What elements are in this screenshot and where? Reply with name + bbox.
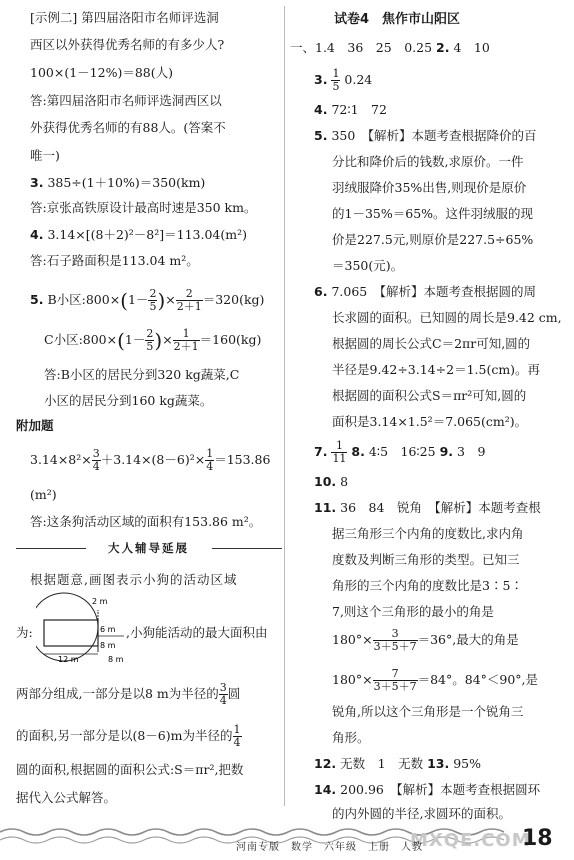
s6-line3: 根据圆的周长公式C＝2πr可知,圆的 xyxy=(332,336,531,351)
guide-line1: 根据题意,画图表示小狗的活动区域 xyxy=(30,572,238,587)
s5-line3: 羽绒服降价35%出售,则现价是原价 xyxy=(332,180,527,195)
s11-text1: 36 84 锐角 【解析】本题考查根 xyxy=(340,500,541,515)
s11-line4: 角形的三个内角的度数比是3∶5∶ xyxy=(332,578,523,593)
s5-text1: 350 【解析】本题考查根据降价的百 xyxy=(331,128,537,143)
q5-b-frac2: $\frac{2}{2+1}$ xyxy=(176,287,202,313)
guide-line3-suffix: 圆 xyxy=(227,686,241,701)
dog-area-figure xyxy=(36,592,132,664)
s11-line3: 度数及判断三角形的类型。已知三 xyxy=(332,552,520,567)
bonus-calc-part1: 3.14×8²× xyxy=(30,452,92,467)
bonus-answer: 答:这条狗活动区域的面积有153.86 m²。 xyxy=(30,514,262,529)
s11-line8: 锐角,所以这个三角形是一个锐角三 xyxy=(332,704,524,719)
s5-line6: ＝350(元)。 xyxy=(332,258,404,273)
s3-line xyxy=(314,66,372,94)
s13-value: 95% xyxy=(453,756,482,771)
bonus-frac2: $\frac{1}{4}$ xyxy=(206,447,214,473)
guide-line4-text: 的面积,另一部分是以(8－6)m为半径的 xyxy=(16,728,233,743)
q5-c-prefix: C小区:800× xyxy=(44,332,118,347)
guide-frac-1-4: $\frac{1}{4}$ xyxy=(233,723,241,749)
q3-number: 3. xyxy=(30,175,44,190)
banner-rule-left xyxy=(16,548,86,549)
s6-number: 6. xyxy=(314,284,328,299)
bonus-calc xyxy=(30,446,270,474)
page-number: 18 xyxy=(522,826,553,851)
q4-number: 4. xyxy=(30,227,44,242)
footer-watermark: MXQE.COM xyxy=(410,830,531,851)
q5-c-frac2: $\frac{1}{2+1}$ xyxy=(173,327,199,353)
s3-value: 0.24 xyxy=(344,72,373,87)
s11-line9: 角形。 xyxy=(332,730,370,745)
s6-line1 xyxy=(314,284,536,300)
bonus-calc-result: ＝153.86 xyxy=(214,452,271,467)
page-footer xyxy=(0,822,574,860)
s5-line5: 价是227.5元,则原价是227.5÷65% xyxy=(332,232,534,247)
example2-line2: 西区以外获得优秀名师的有多少人? xyxy=(30,37,225,52)
s11-line5: 7,则这个三角形的最小的角是 xyxy=(332,604,494,619)
example2-calc: 100×(1－12%)＝88(人) xyxy=(30,65,173,80)
fig-label-12m: 12 m xyxy=(58,655,79,664)
s12-13-line xyxy=(314,756,481,772)
paren-close: ) xyxy=(154,328,163,353)
s6-line5: 根据圆的面积公式S＝πr²可知,圆的 xyxy=(332,388,527,403)
banner-title: 大人辅导延展 xyxy=(108,541,189,555)
s8-value: 4∶5 16∶25 xyxy=(368,444,436,459)
example2-answer-line3: 唯一) xyxy=(30,148,60,163)
s4-line xyxy=(314,102,387,118)
guide-line2-prefix: 为: xyxy=(16,625,33,640)
s11-expr2-prefix: 180°× xyxy=(332,672,373,687)
q5-b-line xyxy=(30,286,264,315)
s1-line xyxy=(290,40,490,56)
s11-expr2 xyxy=(332,666,538,694)
s10-number: 10. xyxy=(314,474,337,489)
s14-line1 xyxy=(314,782,540,798)
guide-line5: 圆的面积,根据圆的面积公式:S＝πr²,把数 xyxy=(16,762,244,777)
q5-b-prefix: B小区:800× xyxy=(47,292,121,307)
s14-number: 14. xyxy=(314,782,337,797)
q5-one-minus: 1－ xyxy=(124,332,146,347)
bonus-calc-part2: ＋3.14×(8－6)²× xyxy=(100,452,206,467)
s11-number: 11. xyxy=(314,500,337,515)
q3-calc: 385÷(1＋10%)＝350(km) xyxy=(47,175,206,190)
footer-book-info: 河南专版 数学 六年级 上册 人教 xyxy=(236,842,423,853)
q5-c-result: ＝160(kg) xyxy=(199,332,262,347)
s6-text1: 7.065 【解析】本题考查根据圆的周 xyxy=(331,284,536,299)
s2-number: 2. xyxy=(436,40,450,55)
q5-c-frac1: $\frac{2}{5}$ xyxy=(146,327,154,353)
s11-expr2-suffix: ＝84°。84°＜90°,是 xyxy=(417,672,539,687)
s6-line6: 面积是3.14×1.5²＝7.065(cm²)。 xyxy=(332,414,528,429)
q5-answer-line1: 答:B小区的居民分到320 kg蔬菜,C xyxy=(44,367,240,382)
q5-b-frac1: $\frac{2}{5}$ xyxy=(149,287,157,313)
q3 xyxy=(30,175,205,191)
s13-number: 13. xyxy=(427,756,450,771)
fig-label-8m-bottom: 8 m xyxy=(108,655,124,664)
example2-line1: [示例二] 第四届洛阳市名师评选洞 xyxy=(30,10,219,25)
bonus-title: 附加题 xyxy=(16,418,54,433)
s11-frac1: $\frac{3}{3+5+7}$ xyxy=(373,627,417,653)
q4-answer: 答:石子路面积是113.04 m²。 xyxy=(30,253,199,268)
q5-number: 5. xyxy=(30,292,44,307)
guide-line6: 据代入公式解答。 xyxy=(16,790,117,805)
paren-open: ( xyxy=(117,328,125,353)
s11-expr1-suffix: ＝36°,最大的角是 xyxy=(417,632,519,647)
banner-rule-right xyxy=(212,548,282,549)
s5-number: 5. xyxy=(314,128,328,143)
guide-line2-suffix: ,小狗能活动的最大面积由 xyxy=(126,625,268,640)
s11-frac2: $\frac{7}{3+5+7}$ xyxy=(373,667,417,693)
guide-banner xyxy=(16,540,282,556)
s9-value: 3 9 xyxy=(457,444,486,459)
exam-title: 试卷4 焦作市山阳区 xyxy=(334,12,461,27)
s10-line xyxy=(314,474,348,490)
s1-answers: 一、1.4 36 25 0.25 xyxy=(290,40,433,55)
paren-open: ( xyxy=(120,288,128,313)
example2-answer-line1: 答:第四届洛阳市名师评选洞西区以 xyxy=(30,93,222,108)
q5-answer-line2: 小区的居民分到160 kg蔬菜。 xyxy=(44,393,213,408)
q4 xyxy=(30,227,247,243)
fig-label-2m: 2 m xyxy=(92,597,108,606)
guide-line3-text: 两部分组成,一部分是以8 m为半径的 xyxy=(16,686,219,701)
s6-line4: 半径是9.42÷3.14÷2＝1.5(cm)。再 xyxy=(332,362,541,377)
s7-frac: $\frac{1}{11}$ xyxy=(332,439,347,465)
bonus-unit: (m²) xyxy=(30,487,57,502)
column-divider xyxy=(284,6,285,806)
q5-b-result: ＝320(kg) xyxy=(202,292,265,307)
s14-text1: 200.96 【解析】本题考查根据圆环 xyxy=(340,782,541,797)
s11-line1 xyxy=(314,500,541,516)
s5-line1 xyxy=(314,128,537,144)
s5-line2: 分比和降价后的钱数,求原价。一件 xyxy=(332,154,524,169)
example2-answer-line2: 外获得优秀名师的有88人。(答案不 xyxy=(30,120,226,135)
guide-line3 xyxy=(16,680,240,708)
s7-number: 7. xyxy=(314,444,328,459)
q5-c-line xyxy=(44,326,261,355)
s5-line4: 的1－35%＝65%。这件羽绒服的现 xyxy=(332,206,534,221)
s14-line2: 的内外圆的半径,求圆环的面积。 xyxy=(332,806,511,821)
q3-answer: 答:京张高铁原设计最高时速是350 km。 xyxy=(30,200,257,215)
s3-frac: $\frac{1}{5}$ xyxy=(332,67,340,93)
bonus-frac1: $\frac{3}{4}$ xyxy=(92,447,100,473)
s11-expr1-prefix: 180°× xyxy=(332,632,373,647)
q4-calc: 3.14×[(8＋2)²－8²]＝113.04(m²) xyxy=(47,227,247,242)
q5-b-times: × xyxy=(165,292,176,307)
s8-number: 8. xyxy=(351,444,365,459)
s3-number: 3. xyxy=(314,72,328,87)
fig-label-6m: 6 m xyxy=(100,625,116,634)
fig-label-8m: 8 m xyxy=(100,641,116,650)
s10-value: 8 xyxy=(340,474,349,489)
s11-line2: 据三角形三个内角的度数比,求内角 xyxy=(332,526,524,541)
q5-one-minus: 1－ xyxy=(127,292,149,307)
guide-frac-3-4: $\frac{3}{4}$ xyxy=(219,681,227,707)
s2-answers: 4 10 xyxy=(453,40,490,55)
s12-number: 12. xyxy=(314,756,337,771)
paren-close: ) xyxy=(157,288,166,313)
s7-9-line xyxy=(314,438,485,466)
s11-expr1 xyxy=(332,626,519,654)
s12-value: 无数 1 无数 xyxy=(340,756,424,771)
s4-number: 4. xyxy=(314,102,328,117)
q5-c-times: × xyxy=(162,332,173,347)
s9-number: 9. xyxy=(439,444,454,459)
s6-line2: 长求圆的面积。已知圆的周长是9.42 cm, xyxy=(332,310,562,325)
s4-value: 72∶1 72 xyxy=(331,102,387,117)
guide-line4 xyxy=(16,722,242,750)
